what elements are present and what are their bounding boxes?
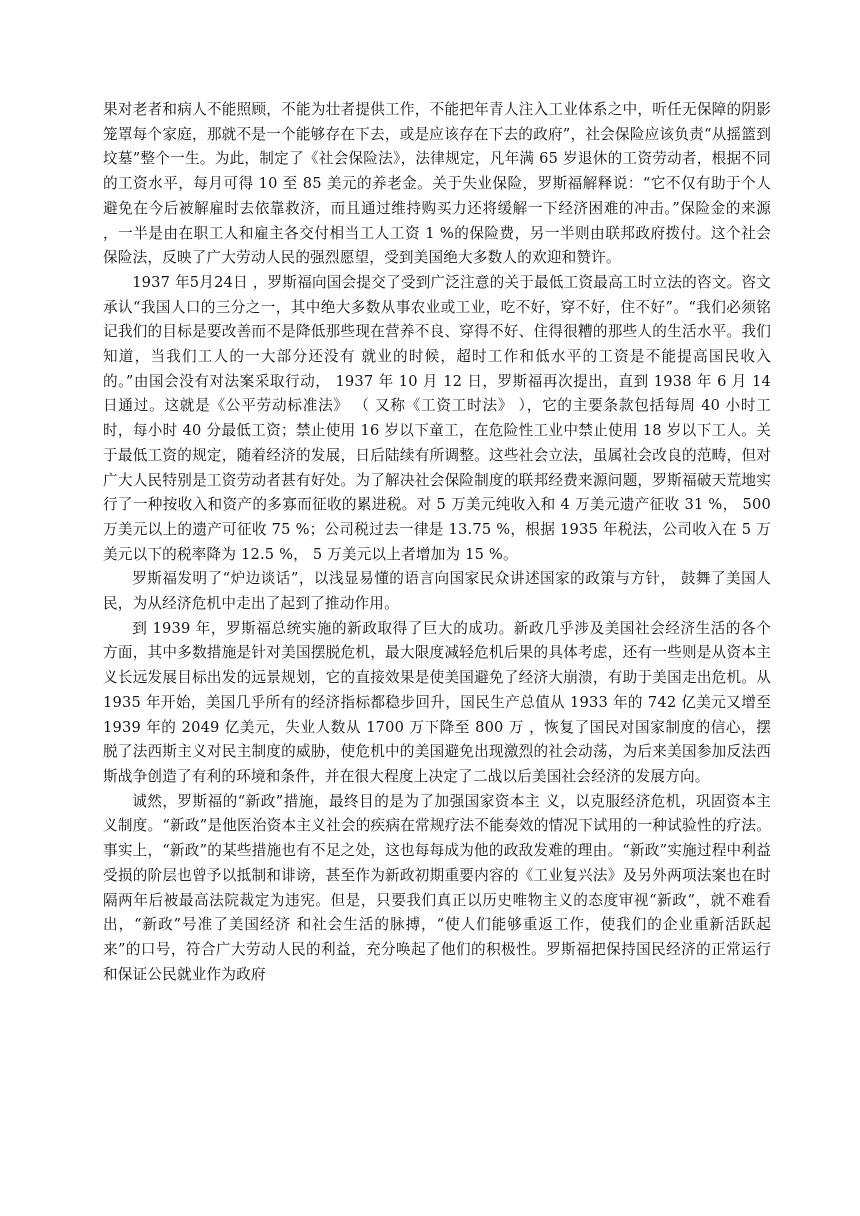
paragraph-4: 到 1939 年，罗斯福总统实施的新政取得了巨大的成功。新政几乎涉及美国社会经济生活的各个方面，其中多数措施是针对美国摆脱危机，最大限度减轻危机后果的具体考虑，还有一些则是从资本主义长远发展目标出发的远景规划，它的直接效果是使美国避免了经济大崩溃，有助于美国走出危机。从 1935 年开始，美国几乎所有的经济指标都稳步回升，国民生产总值从 1933 年的 742 亿美元又增至 1939 年的 2049 亿美元，失业人数从 1700 万下降至 800 万 ，恢复了国民对国家制度的信心，摆脱了法西斯主义对民主制度的威胁，使危机中的美国避免出现激烈的社会动荡，为后来美国参加反法西斯战争创造了有利的环境和条件，并在很大程度上决定了二战以后美国社会经济的发展方向。 [103,619,771,785]
body-text [103,98,771,987]
paragraph-2: 1937 年5月24日 ，罗斯福向国会提交了受到广泛注意的关于最低工资最高工时立法的咨文。咨文承认“我国人口的三分之一，其中绝大多数从事农业或工业，吃不好，穿不好，住不好”。“我们必须铭记我们的目标是要改善而不是降低那些现在营养不良、穿得不好、住得很糟的那些人的生活水平。我们知道，当我们工人的一大部分还没有 就业的时候，超时工作和低水平的工资是不能提高国民收入的。”由国会没有对法案采取行动， 1937 年 10 月 12 日，罗斯福再次提出，直到 1938 年 6 月 14 日通过。这就是《公平劳动标准法》 （ 又称《工资工时法》 ），它的主要条款包括每周 40 小时工时，每小时 40 分最低工资；禁止使用 16 岁以下童工，在危险性工业中禁止使用 18 岁以下工人。关 于最低工资的规定，随着经济的发展，日后陆续有所调整。这些社会立法，虽属社会改良的范畴，但对广大人民特别是工资劳动者甚有好处。为了解决社会保险制度的联邦经费来源问题，罗斯福破天荒地实行了一种按收入和资产的多寡而征收的累进税。对 5 万美元纯收入和 4 万美元遗产征收 31 %， 500 万美元以上的遗产可征收 75 %；公司税过去一律是 13.75 %，根据 1935 年税法，公司收入在 5 万美元以下的税率降为 12.5 %， 5 万美元以上者增加为 15 %。 [103,273,771,563]
paragraph-5: 诚然，罗斯福的“新政”措施，最终目的是为了加强国家资本主 义，以克服经济危机，巩固资本主义制度。“新政”是他医治资本主义社会的疾病在常规疗法不能奏效的情况下试用的一种试验性的疗法。事实上，“新政”的某些措施也有不足之处，这也每每成为他的政敌发难的理由。“新政”实施过程中利益受损的阶层也曾予以抵制和诽谤，甚至作为新政初期重要内容的《工业复兴法》及另外两项法案也在时隔两年后被最高法院裁定为违宪。但是，只要我们真正以历史唯物主义的态度审视“新政”，就不难看出，“新政”号准了美国经济 和社会生活的脉搏，“使人们能够重返工作，使我们的企业重新活跃起来”的口号，符合广大劳动人民的利益，充分唤起了他们的积极性。罗斯福把保持国民经济的正常运行和保证公民就业作为政府 [103,792,771,983]
paragraph-1: 果对老者和病人不能照顾，不能为壮者提供工作，不能把年青人注入工业体系之中，听任无保障的阴影笼罩每个家庭，那就不是一个能够存在下去，或是应该存在下去的政府”，社会保险应该负责“从摇篮到坟墓”整个一生。为此，制定了《社会保险法》，法律规定，凡年满 65 岁退休的工资劳动者，根据不同的工资水平，每月可得 10 至 85 美元的养老金。关于失业保险，罗斯福解释说：“它不仅有助于个人避免在今后被解雇时去依靠救济，而且通过维持购买力还将缓解一下经济困难的冲击。”保险金的来源 ，一半是由在职工人和雇主各交付相当工人工资 1 %的保险费，另一半则由联邦政府拨付。这个社会保险法，反映了广大劳动人民的强烈愿望，受到美国绝大多数人的欢迎和赞许。 [103,101,771,267]
paragraph-3: 罗斯福发明了“炉边谈话”，以浅显易懂的语言向国家民众讲述国家的政策与方针， 鼓舞了美国人民，为从经济危机中走出了起到了推动作用。 [103,570,771,613]
